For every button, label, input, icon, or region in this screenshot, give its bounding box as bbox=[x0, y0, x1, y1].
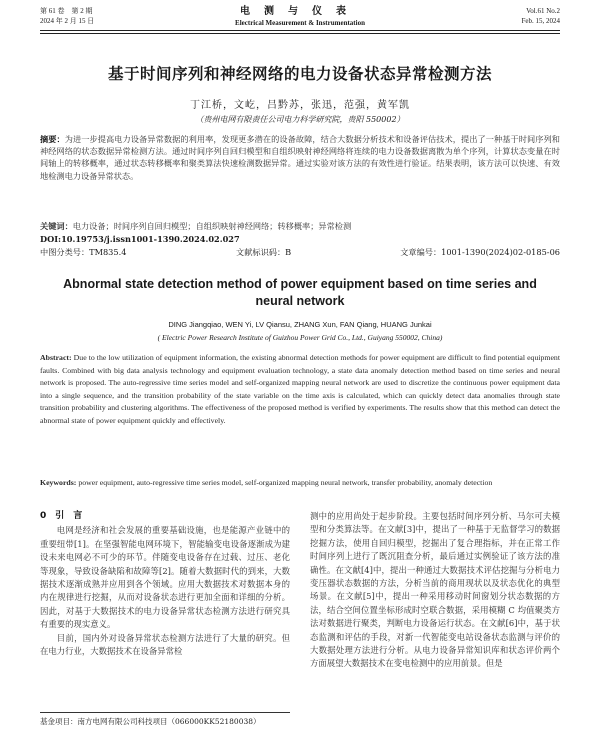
header-rule-thin bbox=[40, 33, 560, 34]
footnote-rule bbox=[40, 712, 290, 713]
header-rule-thick bbox=[40, 30, 560, 31]
authors-cn: 丁江桥，文屹，吕黔苏，张迅，范强，黄军凯 bbox=[190, 100, 410, 111]
paragraph: 目前，国内外对设备异常状态检测方法进行了大量的研究。但在电力行业，大数据技术在设备异常检 bbox=[40, 632, 290, 657]
abstract-en-label: Abstract: bbox=[40, 353, 72, 362]
footnote-funding bbox=[40, 716, 300, 727]
footnote-label: 基金项目： bbox=[40, 717, 78, 726]
title-cn: 基于时间序列和神经网络的电力设备状态异常检测方法 bbox=[107, 65, 492, 83]
keywords-cn-text: 电力设备；时间序列自回归模型；自组织映射神经网络；转移概率；异常检测 bbox=[72, 221, 352, 231]
title-en: Abnormal state detection method of power equipment based on time series and neural network bbox=[63, 277, 537, 308]
abstract-cn-label: 摘要： bbox=[40, 134, 65, 144]
body-column-left bbox=[40, 510, 290, 658]
header-volume-en: Vol.61 No.2 Feb. 15, 2024 bbox=[521, 7, 560, 25]
abstract-cn-text: 为进一步提高电力设备异常数据的利用率，发现更多潜在的设备故障，结合大数据分析技术和设备评估技术，提出了一种基于时间序列和神经网络的状态数据异常检测方法。通过时间序列自回归模型和自组织映射神经网络将连续的电力设备数据离散为单个序列，计算状态变量在时间轴上的转移概率，通过状态转移概率和聚类算法快速检测数据异常。通过实验对该方法的有效性进行验证。结果表明，该方法可以快速、有效地检测电力设备异常状态。 bbox=[40, 134, 560, 181]
abstract-cn bbox=[40, 133, 560, 182]
footnote-text: 南方电网有限公司科技项目（066000KK52180038） bbox=[77, 717, 261, 726]
abstract-en bbox=[40, 352, 560, 428]
affiliation-en: ( Electric Power Research Institute of Guizhou Power Grid Co., Ltd., Guiyang 550002, China) bbox=[157, 333, 443, 342]
journal-name-cn: 电测与仪表 bbox=[240, 6, 360, 17]
keywords-en-label: Keywords: bbox=[40, 478, 77, 487]
body-column-right bbox=[310, 510, 560, 671]
abstract-en-text: Due to the low utilization of equipment information, the existing abnormal detection methods for power equipment are difficult to find potential equipment faults. Combined with big data analysis technology and equipment evaluation technology, a state data anomaly detection method based on time series and neural network is proposed. The auto-regressive time series model and self-organized mapping neural network are used to discretize the continuous power equipment data into a single sequence, and the transition probability of the state variable on the time axis is calculated, which can quickly detect data anomalies through state transition probability and clustering algorithms. The effectiveness of the proposed method is verified by experiments. The results show that this method can detect the abnormal state of power equipment quickly and effectively. bbox=[40, 353, 560, 425]
paragraph: 测中的应用尚处于起步阶段。主要包括时间序列分析、马尔可夫模型和分类算法等。在文献[3]中，提出了一种基于无监督学习的数据挖掘方法，使用自回归模型，挖掘出了复合理指标，并在正常工作时间序列上进行了既沉阻查分析，最后通过实例验证了该方法的准确性。在文献[4]中，提出一种通过大数据技术评估挖掘与分析电力变压器状态数据的方法，分析当前的商用现状以及状态优化的典型场景。在文献[5]中，提出一种采用移动时间窗划分状态数据的方法，结合空间位置坐标形成时空联合数据，采用模糊 C 均值聚类方法对数据进行聚类，判断电力设备运行状态。在文献[6]中，基于状态监测和评估的手段，对新一代智能变电站设备状态监测与评价的大数据处理方法进行分析。从电力设备异常知识库和状态评价两个方面展望大数据技术在变电检测中的应用前景。但是 bbox=[310, 511, 560, 669]
running-header bbox=[40, 6, 560, 30]
doi: DOI:10.19753/j.issn1001-1390.2024.02.027 bbox=[40, 234, 240, 244]
section-heading-introduction: 0 引 言 bbox=[40, 511, 83, 521]
journal-name-en: Electrical Measurement & Instrumentation bbox=[235, 19, 365, 27]
header-volume-cn: 第 61 卷 第 2 期 2024 年 2 月 15 日 bbox=[40, 7, 95, 25]
keywords-en-text: power equipment, auto-regressive time series model, self-organized mapping neural network, transfer probability, anomaly detection bbox=[78, 478, 493, 487]
authors-en: DING Jiangqiao, WEN Yi, LV Qiansu, ZHANG Xun, FAN Qiang, HUANG Junkai bbox=[168, 320, 432, 329]
article-number: 文章编号：1001-1390(2024)02-0185-06 bbox=[400, 247, 560, 257]
document-code: 文献标识码：B bbox=[236, 247, 292, 257]
paragraph: 电网是经济和社会发展的重要基础设施，也是能源产业链中的重要纽带[1]。在坚强智能电网环境下，智能输变电设备逐渐成为建设未来电网必不可少的环节。伴随变电设备存在过载、过压、老化等现象，导致设备缺陷和故障等[2]。随着大数据时代的到来，大数据技术逐渐成熟并应用到各个领域。应用大数据技术对数据本身的内在规律进行挖掘，从而对设备状态进行更加全面和详细的分析。因此，对基于大数据技术的电力设备异常状态检测方法进行研究具有重要的现实意义。 bbox=[40, 525, 290, 630]
affiliation-cn: （贵州电网有限责任公司电力科学研究院，贵阳 550002） bbox=[195, 115, 405, 124]
keywords-cn-label: 关键词： bbox=[40, 221, 73, 231]
clc-number: 中图分类号：TM835.4 bbox=[40, 247, 127, 257]
keywords-cn bbox=[40, 220, 560, 232]
header-journal bbox=[40, 6, 560, 28]
keywords-en bbox=[40, 477, 560, 490]
